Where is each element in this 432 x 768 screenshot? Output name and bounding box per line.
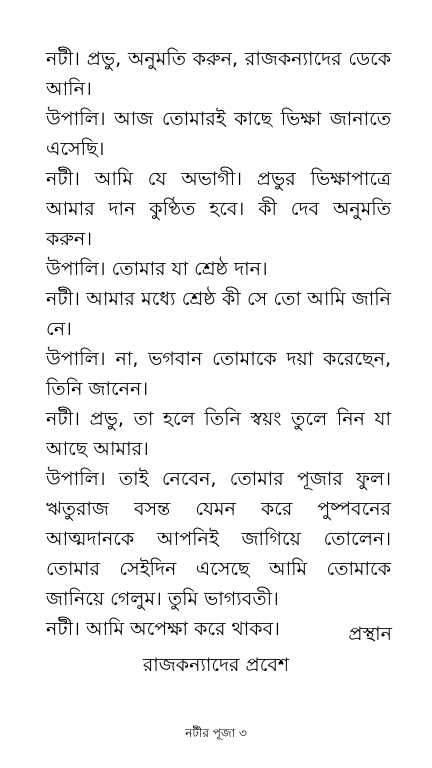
dialogue-text bbox=[46, 44, 391, 644]
stage-direction-exit: প্রস্থান bbox=[348, 623, 392, 645]
stage-direction-entry: রাজকন্যাদের প্রবেশ bbox=[142, 654, 290, 676]
dialogue-line: উপালি। তোমার যা শ্রেষ্ঠ দান। bbox=[46, 258, 268, 280]
page-footer: নটীর পূজা ৩ bbox=[185, 726, 247, 740]
dialogue-line: উপালি। আজ তোমারই কাছে ভিক্ষা জানাতে এসেছি। bbox=[46, 108, 391, 160]
dialogue-line: নটী। প্রভু, তা হলে তিনি স্বয়ং তুলে নিন যা আছে আমার। bbox=[46, 408, 391, 460]
dialogue-line: নটী। আমি যে অভাগী। প্রভুর ভিক্ষাপাত্রে আমার দান কুণ্ঠিত হবে। কী দেব অনুমতি করুন। bbox=[46, 168, 391, 250]
dialogue-line: নটী। প্রভু, অনুমতি করুন, রাজকন্যাদের ডেকে আনি। bbox=[46, 48, 391, 100]
dialogue-line: উপালি। তাই নেবেন, তোমার পূজার ফুল। ঋতুরাজ বসন্ত যেমন করে পুষ্পবনের আত্মদানকে আপনিই জাগিয়ে তোলেন। তোমার সেইদিন এসেছে আমি তোমাকে জানিয়ে গেলুম। তুমি ভাগ্যবতী। bbox=[46, 468, 391, 610]
dialogue-line: নটী। আমার মধ্যে শ্রেষ্ঠ কী সে তো আমি জানি নে। bbox=[46, 288, 391, 340]
dialogue-line: নটী। আমি অপেক্ষা করে থাকব। bbox=[46, 618, 280, 640]
dialogue-line: উপালি। না, ভগবান তোমাকে দয়া করেছেন, তিনি জানেন। bbox=[46, 348, 391, 400]
